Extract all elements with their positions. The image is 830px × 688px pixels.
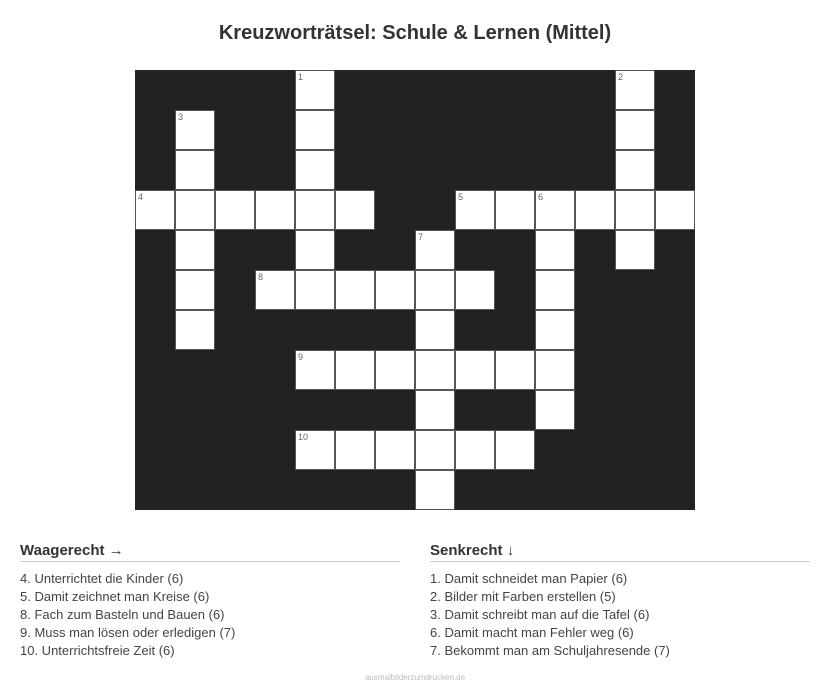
grid-cell[interactable]: [575, 190, 615, 230]
grid-cell[interactable]: [335, 270, 375, 310]
cell-number: 10: [298, 432, 309, 442]
down-clues: [430, 541, 810, 660]
clue-item: 10. Unterrichtsfreie Zeit (6): [20, 643, 175, 658]
cell-number: 2: [618, 72, 624, 82]
grid-cell[interactable]: [215, 190, 255, 230]
grid-cell[interactable]: [175, 310, 215, 350]
grid-cell[interactable]: [415, 350, 455, 390]
clue-item: 9. Muss man lösen oder erledigen (7): [20, 625, 236, 640]
grid-cell[interactable]: [495, 430, 535, 470]
clue-item: 1. Damit schneidet man Papier (6): [430, 571, 628, 586]
grid-cell[interactable]: [175, 270, 215, 310]
clue-item: 8. Fach zum Basteln und Bauen (6): [20, 607, 225, 622]
grid-cell[interactable]: [175, 230, 215, 270]
clue-item: 2. Bilder mit Farben erstellen (5): [430, 589, 616, 604]
grid-cell[interactable]: [615, 110, 655, 150]
grid-cell[interactable]: [135, 190, 175, 230]
grid-cell[interactable]: [615, 230, 655, 270]
across-clue-list: [20, 570, 400, 660]
grid-cell[interactable]: [295, 230, 335, 270]
grid-cell[interactable]: [335, 350, 375, 390]
grid-cell[interactable]: [375, 270, 415, 310]
cell-number: 6: [538, 192, 544, 202]
grid-cell[interactable]: [295, 70, 335, 110]
cell-number: 4: [138, 192, 144, 202]
grid-cell[interactable]: [175, 110, 215, 150]
grid-cell[interactable]: [535, 270, 575, 310]
grid-cell[interactable]: [495, 190, 535, 230]
cell-number: 3: [178, 112, 184, 122]
page-title: Kreuzworträtsel: Schule & Lernen (Mittel): [218, 22, 612, 44]
cell-number: 5: [458, 192, 464, 202]
grid-cell[interactable]: [415, 230, 455, 270]
grid-cell[interactable]: [335, 190, 375, 230]
grid-cell[interactable]: [455, 190, 495, 230]
grid-cell[interactable]: [615, 150, 655, 190]
grid-cell[interactable]: [335, 430, 375, 470]
grid-cell[interactable]: [535, 310, 575, 350]
grid-cell[interactable]: [295, 190, 335, 230]
clue-item: 3. Damit schreibt man auf die Tafel (6): [430, 607, 650, 622]
cell-number: 8: [258, 272, 264, 282]
grid-cell[interactable]: [415, 310, 455, 350]
grid-cell[interactable]: [255, 270, 295, 310]
grid-cell[interactable]: [535, 390, 575, 430]
grid-cell[interactable]: [375, 350, 415, 390]
clue-item: 7. Bekommt man am Schuljahresende (7): [430, 643, 670, 658]
grid-cell[interactable]: [295, 270, 335, 310]
grid-cell[interactable]: [295, 430, 335, 470]
grid-cell[interactable]: [455, 430, 495, 470]
grid-cell[interactable]: [535, 350, 575, 390]
cell-number: 1: [298, 72, 304, 82]
clue-item: 4. Unterrichtet die Kinder (6): [20, 571, 184, 586]
across-clues: [20, 541, 400, 660]
grid-cell[interactable]: [455, 270, 495, 310]
cell-number: 7: [418, 232, 424, 242]
grid-cell[interactable]: [175, 150, 215, 190]
grid-cell[interactable]: [495, 350, 535, 390]
crossword-grid: [135, 70, 695, 510]
grid-cell[interactable]: [295, 150, 335, 190]
grid-cell[interactable]: [615, 190, 655, 230]
down-clue-list: [430, 570, 810, 660]
grid-cell[interactable]: [455, 350, 495, 390]
grid-cell[interactable]: [415, 390, 455, 430]
grid-cell[interactable]: [655, 190, 695, 230]
clue-item: 5. Damit zeichnet man Kreise (6): [20, 589, 210, 604]
across-heading: Waagerecht →: [20, 541, 400, 562]
grid-cell[interactable]: [295, 110, 335, 150]
grid-cell[interactable]: [415, 430, 455, 470]
grid-cell[interactable]: [535, 190, 575, 230]
grid-cell[interactable]: [255, 190, 295, 230]
grid-cell[interactable]: [415, 270, 455, 310]
grid-cell[interactable]: [615, 70, 655, 110]
down-heading: Senkrecht ↓: [430, 541, 810, 562]
cell-number: 9: [298, 352, 304, 362]
grid-cell[interactable]: [375, 430, 415, 470]
clue-item: 6. Damit macht man Fehler weg (6): [430, 625, 634, 640]
grid-cell[interactable]: [415, 470, 455, 510]
grid-cell[interactable]: [535, 230, 575, 270]
footer-credit: ausmalbilderzumdrucken.de: [364, 673, 466, 682]
grid-cell[interactable]: [295, 350, 335, 390]
grid-cell[interactable]: [175, 190, 215, 230]
